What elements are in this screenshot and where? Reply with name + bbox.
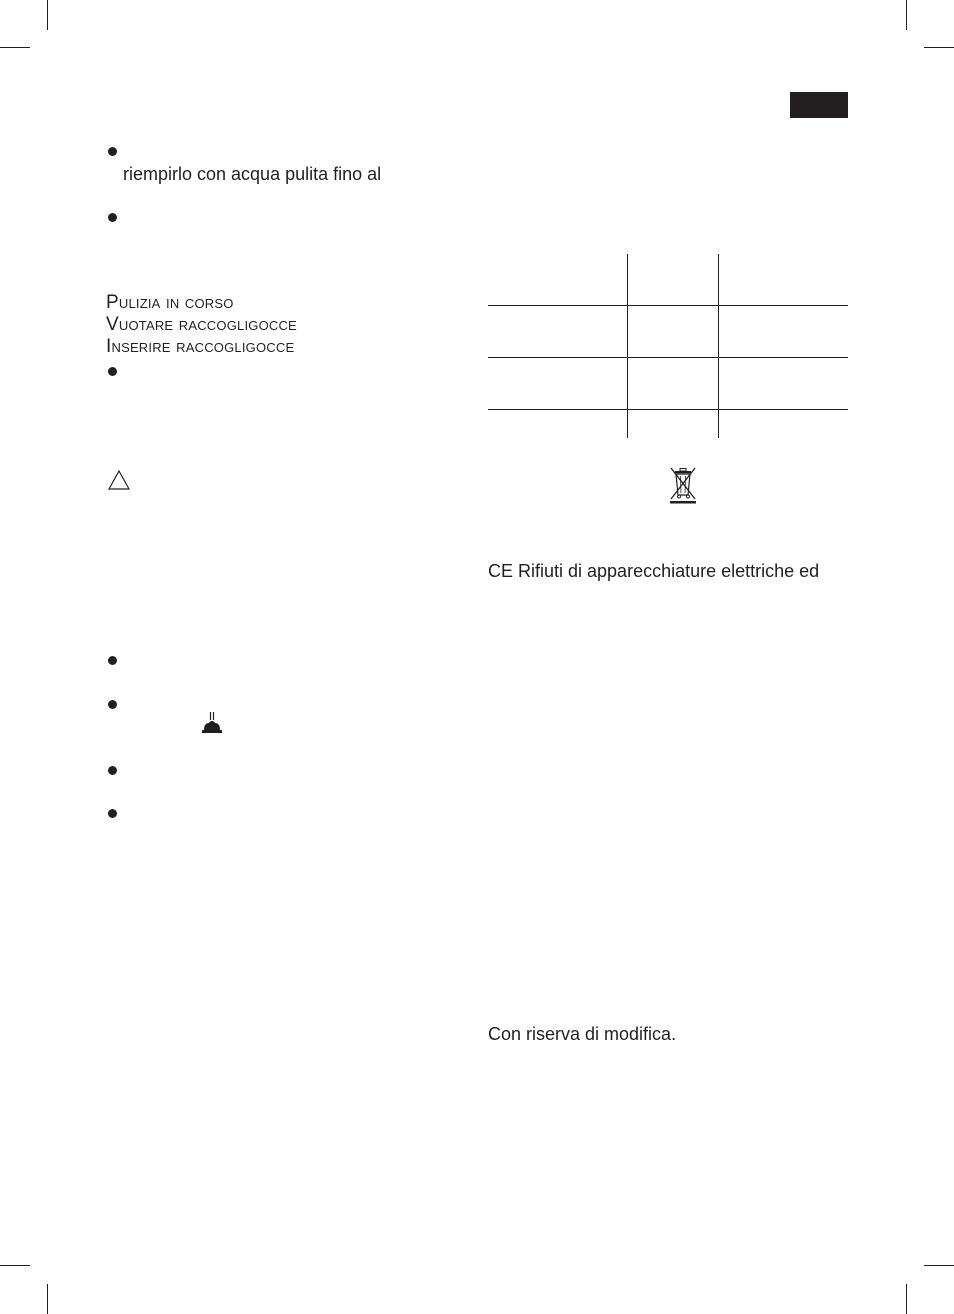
crop-mark: [906, 0, 907, 30]
crop-mark: [924, 47, 954, 48]
bullet: [108, 809, 117, 818]
display-message-1: Pulizia in corso: [106, 292, 234, 313]
warning-triangle-icon: [108, 470, 130, 490]
crop-mark: [47, 0, 48, 30]
crop-mark: [924, 1265, 954, 1266]
display-message-2: Vuotare raccogligocce: [106, 314, 297, 335]
bullet-text: riempirlo con acqua pulita fino al: [123, 164, 382, 184]
steam-cup-icon: [201, 711, 223, 735]
table-row-divider: [488, 305, 848, 306]
bullet: [108, 147, 117, 156]
bullet: [108, 367, 117, 376]
bullet: [108, 700, 117, 709]
weee-text: CE Rifiuti di apparecchiature elettriche ed: [488, 561, 820, 581]
language-tab: [790, 92, 848, 118]
bullet: [108, 213, 117, 222]
display-message-3: Inserire raccogligocce: [106, 336, 295, 357]
bullet: [108, 766, 117, 775]
crossed-bin-icon: [667, 466, 699, 504]
crop-mark: [0, 1265, 30, 1266]
bullet: [108, 656, 117, 665]
table-column-divider: [627, 254, 628, 438]
footer-text: Con riserva di modifica.: [488, 1024, 677, 1044]
crop-mark: [0, 47, 30, 48]
crop-mark: [906, 1284, 907, 1314]
table-row-divider: [488, 409, 848, 410]
crop-mark: [47, 1284, 48, 1314]
table-row-divider: [488, 357, 848, 358]
table-column-divider: [718, 254, 719, 438]
